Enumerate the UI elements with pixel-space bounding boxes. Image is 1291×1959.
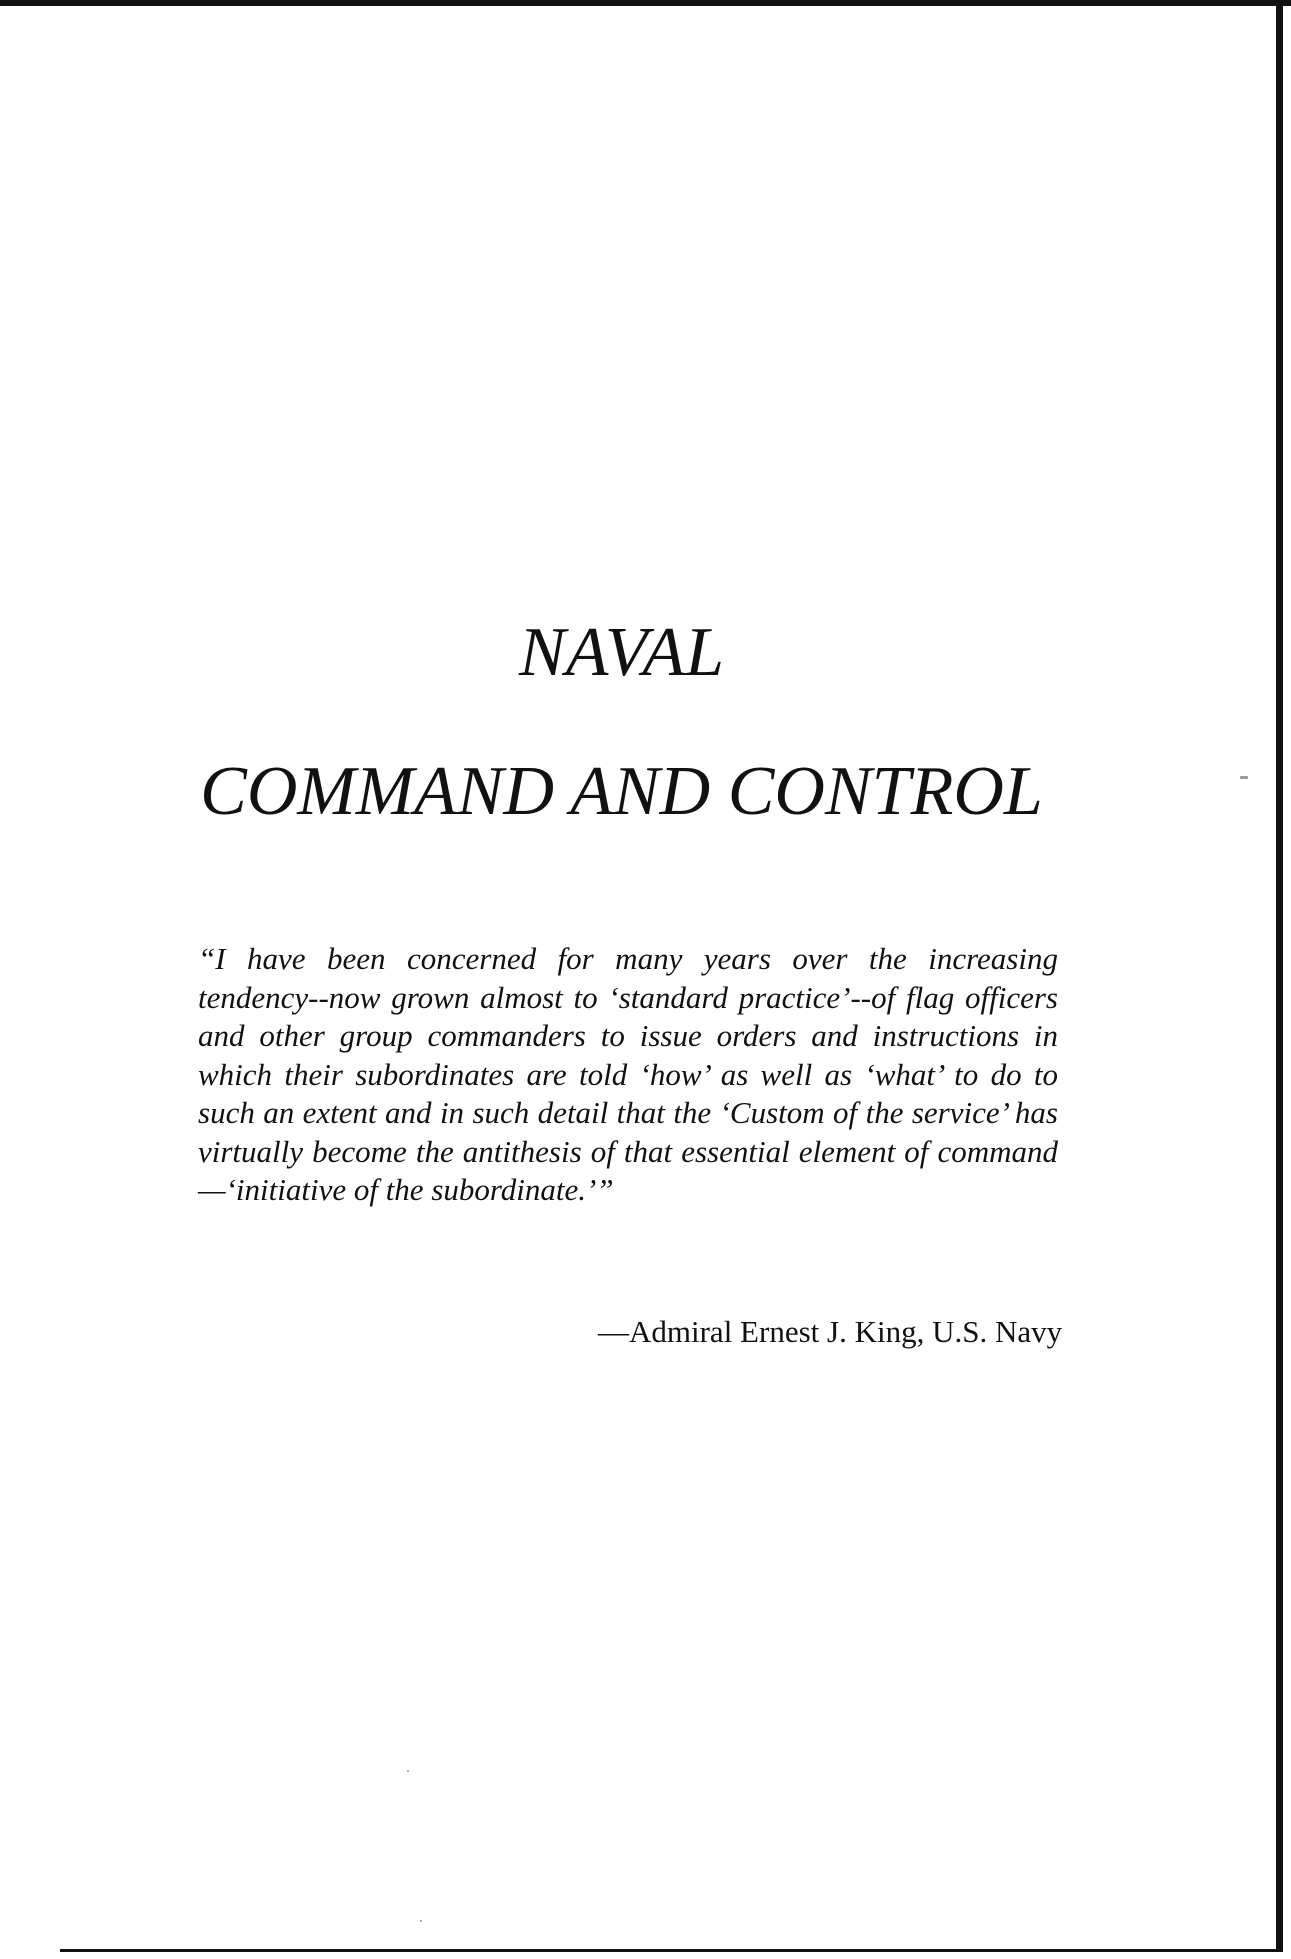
scan-speck — [420, 1920, 422, 1922]
scan-speck — [1240, 776, 1248, 779]
scan-speck — [407, 1770, 409, 1772]
page-border-right — [1276, 0, 1283, 1952]
epigraph-quote: “I have been concerned for many years over the increasing tendency--now grown almost to ‘standard practice’--of flag officers and other group commanders to issue orders and instructions in which their subordinates are told ‘how’ as well as ‘what’ to do to such an extent and in such detail that the ‘Custom of the service’ has virtually become the antithesis of that essential element of command—‘initiative of the subordinate.’” — [198, 941, 1058, 1207]
title-line-command-and-control: COMMAND AND CONTROL — [200, 753, 1043, 830]
title-line-naval: NAVAL — [518, 614, 725, 691]
page-border-bottom — [60, 1949, 1282, 1952]
epigraph-attribution: —Admiral Ernest J. King, U.S. Navy — [598, 1314, 1063, 1349]
page-border-top — [0, 0, 1291, 6]
